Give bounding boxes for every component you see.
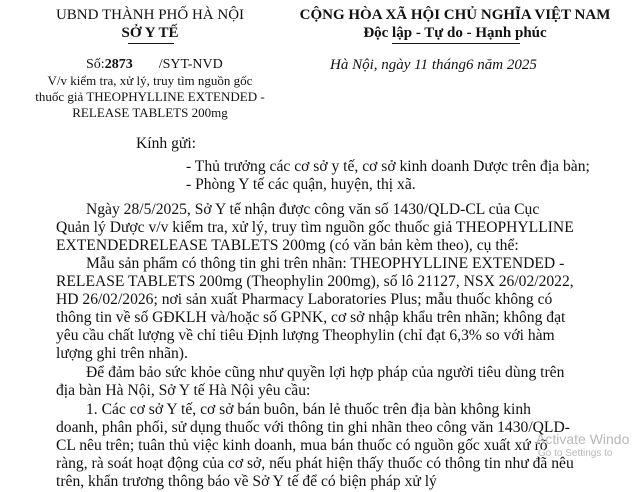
body-line: yêu cầu chất lượng về chỉ tiêu Định lượng Theophylin (chỉ đạt 6,3% so với hàm [56, 327, 555, 344]
country-title: CỘNG HÒA XÃ HỘI CHỦ NGHĨA VIỆT NAM [299, 7, 611, 23]
activation-watermark-title: Activate Windo [536, 431, 630, 447]
date-month-word: tháng [431, 57, 466, 73]
body-line: Quản lý Dược v/v kiểm tra, xử lý, truy tìm nguồn gốc thuốc giả THEOPHYLLINE [56, 219, 574, 236]
doc-number-value: 2873 [104, 57, 133, 72]
date-day: 11 [414, 57, 429, 73]
body-line: 1. Các cơ sở Y tế, cơ sở bán buôn, bán lẻ thuốc trên địa bàn không kinh [86, 401, 531, 418]
place-date-prefix: Hà Nội, ngày [330, 57, 411, 73]
subject-line: thuốc giả THEOPHYLLINE EXTENDED - [35, 89, 265, 104]
motto: Độc lập - Tự do - Hạnh phúc [363, 25, 547, 41]
body-line: Để đảm bảo sức khỏe cũng như quyền lợi hợp pháp của người tiêu dùng trên [86, 364, 565, 381]
body-line: CL nêu trên; tuân thủ việc kinh doanh, mua bán thuốc có nguồn gốc xuất xứ rõ [56, 437, 548, 454]
body-line: ràng, rà soát hoạt động của cơ sở, nếu phát hiện thấy thuốc có thông tin như đã nêu [56, 455, 574, 472]
body-line: doanh, phân phối, sử dụng thuốc với thông tin ghi nhãn theo công văn 1430/QLD- [56, 419, 570, 436]
body-line: RELEASE TABLETS 200mg (Theophylin 200mg), số lô 21127, NSX 26/02/2022, [56, 273, 574, 290]
body-line: địa bàn Hà Nội, Sở Y tế Hà Nội yêu cầu: [56, 382, 311, 399]
body-line: EXTENDEDRELEASE TABLETS 200mg (có văn bản kèm theo), cụ thể: [56, 237, 519, 254]
recipients-label: Kính gửi: [136, 135, 196, 152]
place-date [330, 56, 537, 74]
department-name: SỞ Y TẾ [121, 25, 179, 41]
document-number [86, 56, 223, 73]
body-line: trên, khẩn trương thông báo về Sở Y tế để có biện pháp xử lý [56, 473, 437, 490]
body-line: Mẫu sản phẩm có thông tin ghi trên nhãn: THEOPHYLLINE EXTENDED - [86, 255, 565, 272]
date-year: năm 2025 [477, 57, 537, 73]
activation-watermark-subtitle: Go to Settings to [538, 448, 613, 459]
department-underline [128, 43, 174, 44]
motto-underline [392, 43, 520, 44]
body-line: HD 26/02/2026; nơi sản xuất Pharmacy Laboratories Plus; mẫu thuốc không có [56, 291, 553, 308]
subject-line: RELEASE TABLETS 200mg [72, 105, 228, 120]
doc-number-prefix: Số: [86, 57, 105, 72]
body-line: thông tin về số GĐKLH và/hoặc số GPNK, cơ sở nhập khẩu trên nhãn; không đạt [56, 309, 566, 326]
subject-line: V/v kiểm tra, xử lý, truy tìm nguồn gốc [47, 73, 253, 88]
recipient-item: - Phòng Y tế các quận, huyện, thị xã. [186, 176, 416, 193]
doc-number-suffix: /SYT-NVD [158, 57, 223, 72]
body-line: Ngày 28/5/2025, Sở Y tế nhận được công văn số 1430/QLD-CL của Cục [86, 201, 540, 218]
agency-name: UBND THÀNH PHỐ HÀ NỘI [55, 7, 245, 23]
recipient-item: - Thủ trưởng các cơ sở y tế, cơ sở kinh doanh Dược trên địa bàn; [186, 158, 590, 175]
body-line: lượng ghi trên nhãn). [56, 345, 188, 362]
date-month: 6 [465, 57, 474, 73]
